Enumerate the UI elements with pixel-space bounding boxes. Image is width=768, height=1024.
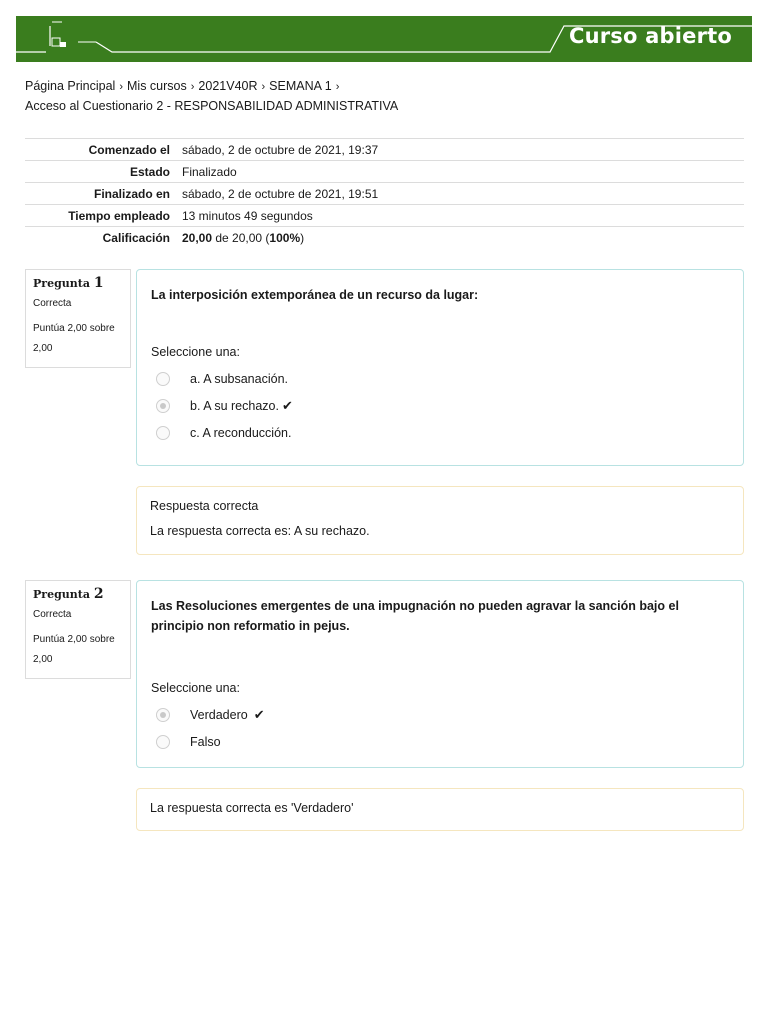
question-label: Pregunta: [33, 277, 90, 290]
banner-title: Curso abierto: [568, 24, 732, 48]
grade-percent: 100%: [269, 230, 301, 245]
summary-row-finished: [25, 183, 744, 205]
breadcrumb-my-courses[interactable]: Mis cursos: [127, 79, 187, 93]
radio-selected-icon[interactable]: [156, 708, 170, 722]
summary-row-state: [25, 161, 744, 183]
question-info-2: [25, 580, 131, 679]
feedback-title: Respuesta correcta: [150, 499, 259, 513]
breadcrumb-separator-icon: ›: [119, 81, 124, 93]
radio-button[interactable]: [156, 426, 170, 440]
question-grade: Puntúa 2,00 sobre 2,00: [33, 323, 115, 354]
course-banner: [16, 16, 752, 62]
question-feedback-2: [136, 788, 744, 831]
summary-value: 13 minutos 49 segundos: [182, 208, 313, 223]
question-text: La interposición extemporánea de un recurso da lugar:: [151, 288, 479, 302]
question-number-value: 1: [93, 275, 104, 291]
summary-row-started: [25, 139, 744, 161]
summary-label: Estado: [129, 164, 170, 179]
grade-value: 20,00: [182, 230, 213, 245]
question-info-1: [25, 269, 131, 368]
question-number: [33, 276, 123, 291]
summary-value: sábado, 2 de octubre de 2021, 19:37: [182, 142, 379, 157]
checkmark-icon: ✔: [281, 397, 293, 413]
question-content-1: [136, 269, 744, 466]
summary-grade: [176, 227, 744, 249]
breadcrumb-current-quiz[interactable]: Acceso al Cuestionario 2 - RESPONSABILIDAD ADMINISTRATIVA: [25, 99, 399, 113]
option-label: b. A su rechazo.: [190, 398, 279, 413]
breadcrumb-home[interactable]: Página Principal: [25, 79, 116, 93]
breadcrumb-week[interactable]: SEMANA 1: [269, 79, 332, 93]
breadcrumb-separator-icon: ›: [335, 81, 340, 93]
radio-selected-icon[interactable]: [156, 399, 170, 413]
attempt-summary-table: [25, 138, 744, 249]
answer-option-false: [151, 728, 729, 755]
answer-prompt: Seleccione una:: [151, 681, 240, 695]
summary-row-grade: [25, 227, 744, 249]
question-state: Correcta: [33, 609, 72, 620]
summary-label: Comenzado el: [88, 142, 170, 157]
option-label: c. A reconducción.: [190, 425, 292, 440]
question-feedback-1: [136, 486, 744, 555]
feedback-correct-answer: La respuesta correcta es: A su rechazo.: [150, 524, 370, 538]
question-state: Correcta: [33, 298, 72, 309]
question-number: [33, 587, 123, 602]
summary-value: Finalizado: [182, 164, 237, 179]
answer-prompt: Seleccione una:: [151, 345, 240, 359]
summary-value: sábado, 2 de octubre de 2021, 19:51: [182, 186, 379, 201]
grade-of: de 20,00 (: [215, 230, 270, 245]
option-label: Verdadero: [190, 707, 248, 722]
option-label: a. A subsanación.: [190, 371, 288, 386]
question-grade: Puntúa 2,00 sobre 2,00: [33, 634, 115, 665]
breadcrumb: [25, 77, 745, 116]
breadcrumb-separator-icon: ›: [261, 81, 266, 93]
answer-option-a: [151, 365, 729, 392]
summary-label: Finalizado en: [93, 186, 170, 201]
grade-close: ): [300, 230, 305, 245]
feedback-correct-answer: La respuesta correcta es 'Verdadero': [150, 801, 354, 815]
question-content-2: [136, 580, 744, 768]
question-text: Las Resoluciones emergentes de una impugnación no pueden agravar la sanción bajo el principio non reformatio in pejus.: [151, 599, 679, 633]
summary-label: Tiempo empleado: [68, 208, 170, 223]
checkmark-icon: ✔: [253, 706, 265, 722]
question-label: Pregunta: [33, 588, 90, 601]
answer-option-b: [151, 392, 729, 419]
breadcrumb-course[interactable]: 2021V40R: [198, 79, 258, 93]
summary-label: Calificación: [102, 230, 170, 245]
summary-row-time: [25, 205, 744, 227]
radio-button[interactable]: [156, 735, 170, 749]
answer-option-c: [151, 419, 729, 446]
radio-button[interactable]: [156, 372, 170, 386]
breadcrumb-separator-icon: ›: [190, 81, 195, 93]
answer-option-true: [151, 701, 729, 728]
option-label: Falso: [190, 734, 221, 749]
question-number-value: 2: [93, 586, 104, 602]
